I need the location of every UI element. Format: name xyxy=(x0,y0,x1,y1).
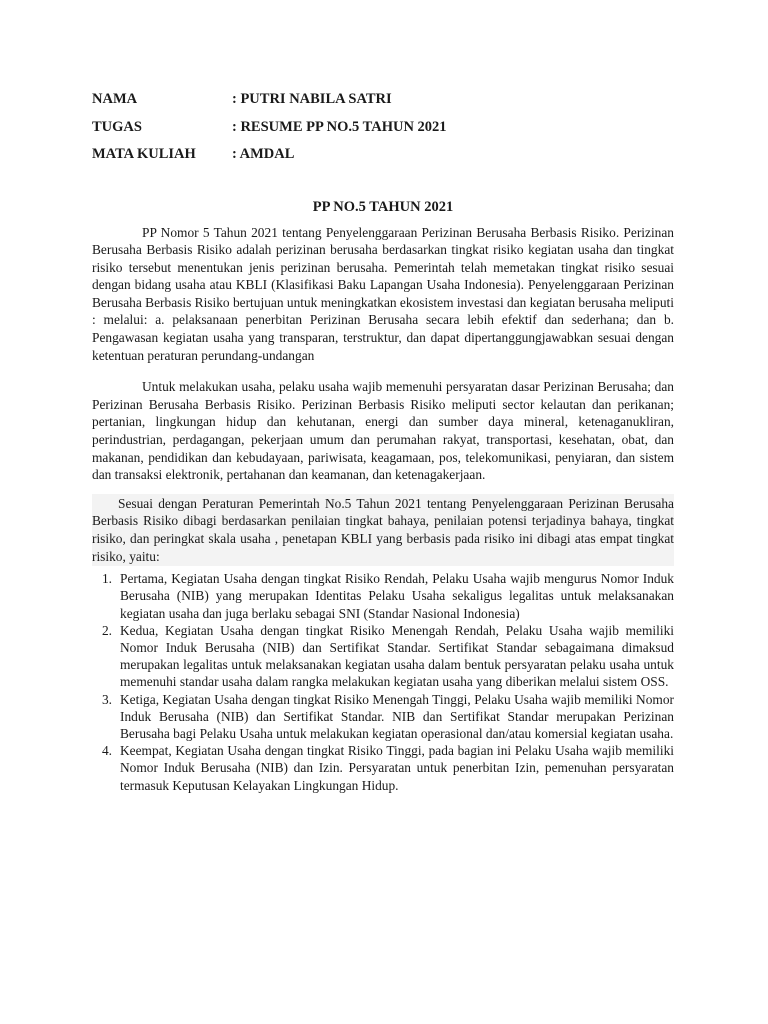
paragraph-intro: PP Nomor 5 Tahun 2021 tentang Penyelenggaraan Perizinan Berusaha Berbasis Risiko. Perizinan Berusaha Berbasis Risiko adalah perizinan berusaha berdasarkan tingkat risiko kegiatan usaha dan tingkat risiko tersebut menentukan jenis perizinan berusaha. Pemerintah telah memetakan tingkat risiko sesuai dengan bidang usaha atau KBLI (Klasifikasi Baku Lapangan Usaha Indonesia). Penyelenggaraan Perizinan Berusaha Berbasis Risiko bertujuan untuk meningkatkan ekosistem investasi dan kegiatan berusaha meliputi : melalui: a. pelaksanaan penerbitan Perizinan Berusaha secara lebih efektif dan sederhana; dan b. Pengawasan kegiatan usaha yang transparan, terstruktur, dan dapat dipertanggungjawabkan sesuai dengan ketentuan peraturan perundang-undangan xyxy=(92,224,674,363)
list-number: 4. xyxy=(101,743,112,759)
document-page xyxy=(92,86,674,794)
list-number: 3. xyxy=(101,691,112,707)
list-text: Pertama, Kegiatan Usaha dengan tingkat Risiko Rendah, Pelaku Usaha wajib mengurus Nomor Induk Berusaha (NIB) yang merupakan Identitas Pelaku Usaha sekaligus legalitas untuk melaksanakan kegiatan usaha dan juga berlaku sebagai SNI (Standar Nasional Indonesia) xyxy=(120,571,674,621)
header-label: TUGAS xyxy=(92,118,142,135)
list-item xyxy=(92,742,674,794)
header-label: MATA KULIAH xyxy=(92,146,196,163)
header-row-mata-kuliah xyxy=(92,141,674,169)
list-number: 2. xyxy=(101,622,112,638)
list-item xyxy=(92,570,674,622)
list-number: 1. xyxy=(101,571,112,587)
header-value: : AMDAL xyxy=(232,146,295,163)
document-title: PP NO.5 TAHUN 2021 xyxy=(312,198,454,215)
list-item xyxy=(92,691,674,743)
header-value: : RESUME PP NO.5 TAHUN 2021 xyxy=(232,118,447,135)
header-info xyxy=(92,86,674,169)
list-text: Keempat, Kegiatan Usaha dengan tingkat Risiko Tinggi, pada bagian ini Pelaku Usaha wajib memiliki Nomor Induk Berusaha (NIB) dan Izin. Persyaratan untuk penerbitan Izin, pemenuhan persyaratan termasuk Keputusan Kelayakan Lingkungan Hidup. xyxy=(120,743,674,793)
header-label: NAMA xyxy=(92,91,138,108)
list-text: Kedua, Kegiatan Usaha dengan tingkat Risiko Menengah Rendah, Pelaku Usaha wajib memiliki Nomor Induk Berusaha (NIB) dan Sertifikat Standar. Sertifikat Standar sebagaimana dimaksud merupakan legalitas untuk melaksanakan kegiatan usaha dalam bentuk persyaratan pelaku usaha untuk memenuhi standar usaha dalam rangka melakukan kegiatan usaha yang diberikan melalui sistem OSS. xyxy=(120,622,674,690)
header-value: : PUTRI NABILA SATRI xyxy=(232,91,392,108)
risk-level-list xyxy=(92,570,674,794)
header-row-nama xyxy=(92,86,674,114)
paragraph-sectors: Untuk melakukan usaha, pelaku usaha wajib memenuhi persyaratan dasar Perizinan Berusaha; dan Perizinan Berusaha Berbasis Risiko. Perizinan Berbasis Risiko meliputi sector kelautan dan perikanan; pertanian, lingkungan hidup dan kehutanan, energi dan sumber daya mineral, ketenaganukliran, perindustrian, perdagangan, pekerjaan umum dan perumahan rakyat, transportasi, kesehatan, obat, dan makanan, pendidikan dan kebudayaan, pariwisata, keagamaan, pos, telekomunikasi, penyiaran, dan sistem dan transaksi elektronik, pertahanan dan keamanan, dan ketenagakerjaan. xyxy=(92,379,674,483)
header-row-tugas xyxy=(92,114,674,142)
paragraph-risk-levels: Sesuai dengan Peraturan Pemerintah No.5 Tahun 2021 tentang Penyelenggaraan Perizinan Berusaha Berbasis Risiko dibagi berdasarkan penilaian tingkat bahaya, penilaian potensi terjadinya bahaya, tingkat risiko, dan peringkat skala usaha , penetapan KBLI yang berbasis pada risiko ini dibagi atas empat tingkat risiko, yaitu: xyxy=(92,494,674,566)
list-text: Ketiga, Kegiatan Usaha dengan tingkat Risiko Menengah Tinggi, Pelaku Usaha wajib memiliki Nomor Induk Berusaha (NIB) dan Sertifikat Standar. NIB dan Sertifikat Standar merupakan Perizinan Berusaha bagi Pelaku Usaha untuk melakukan kegiatan operasional dan/atau komersial kegiatan usaha. xyxy=(120,691,674,742)
list-item xyxy=(92,622,674,691)
